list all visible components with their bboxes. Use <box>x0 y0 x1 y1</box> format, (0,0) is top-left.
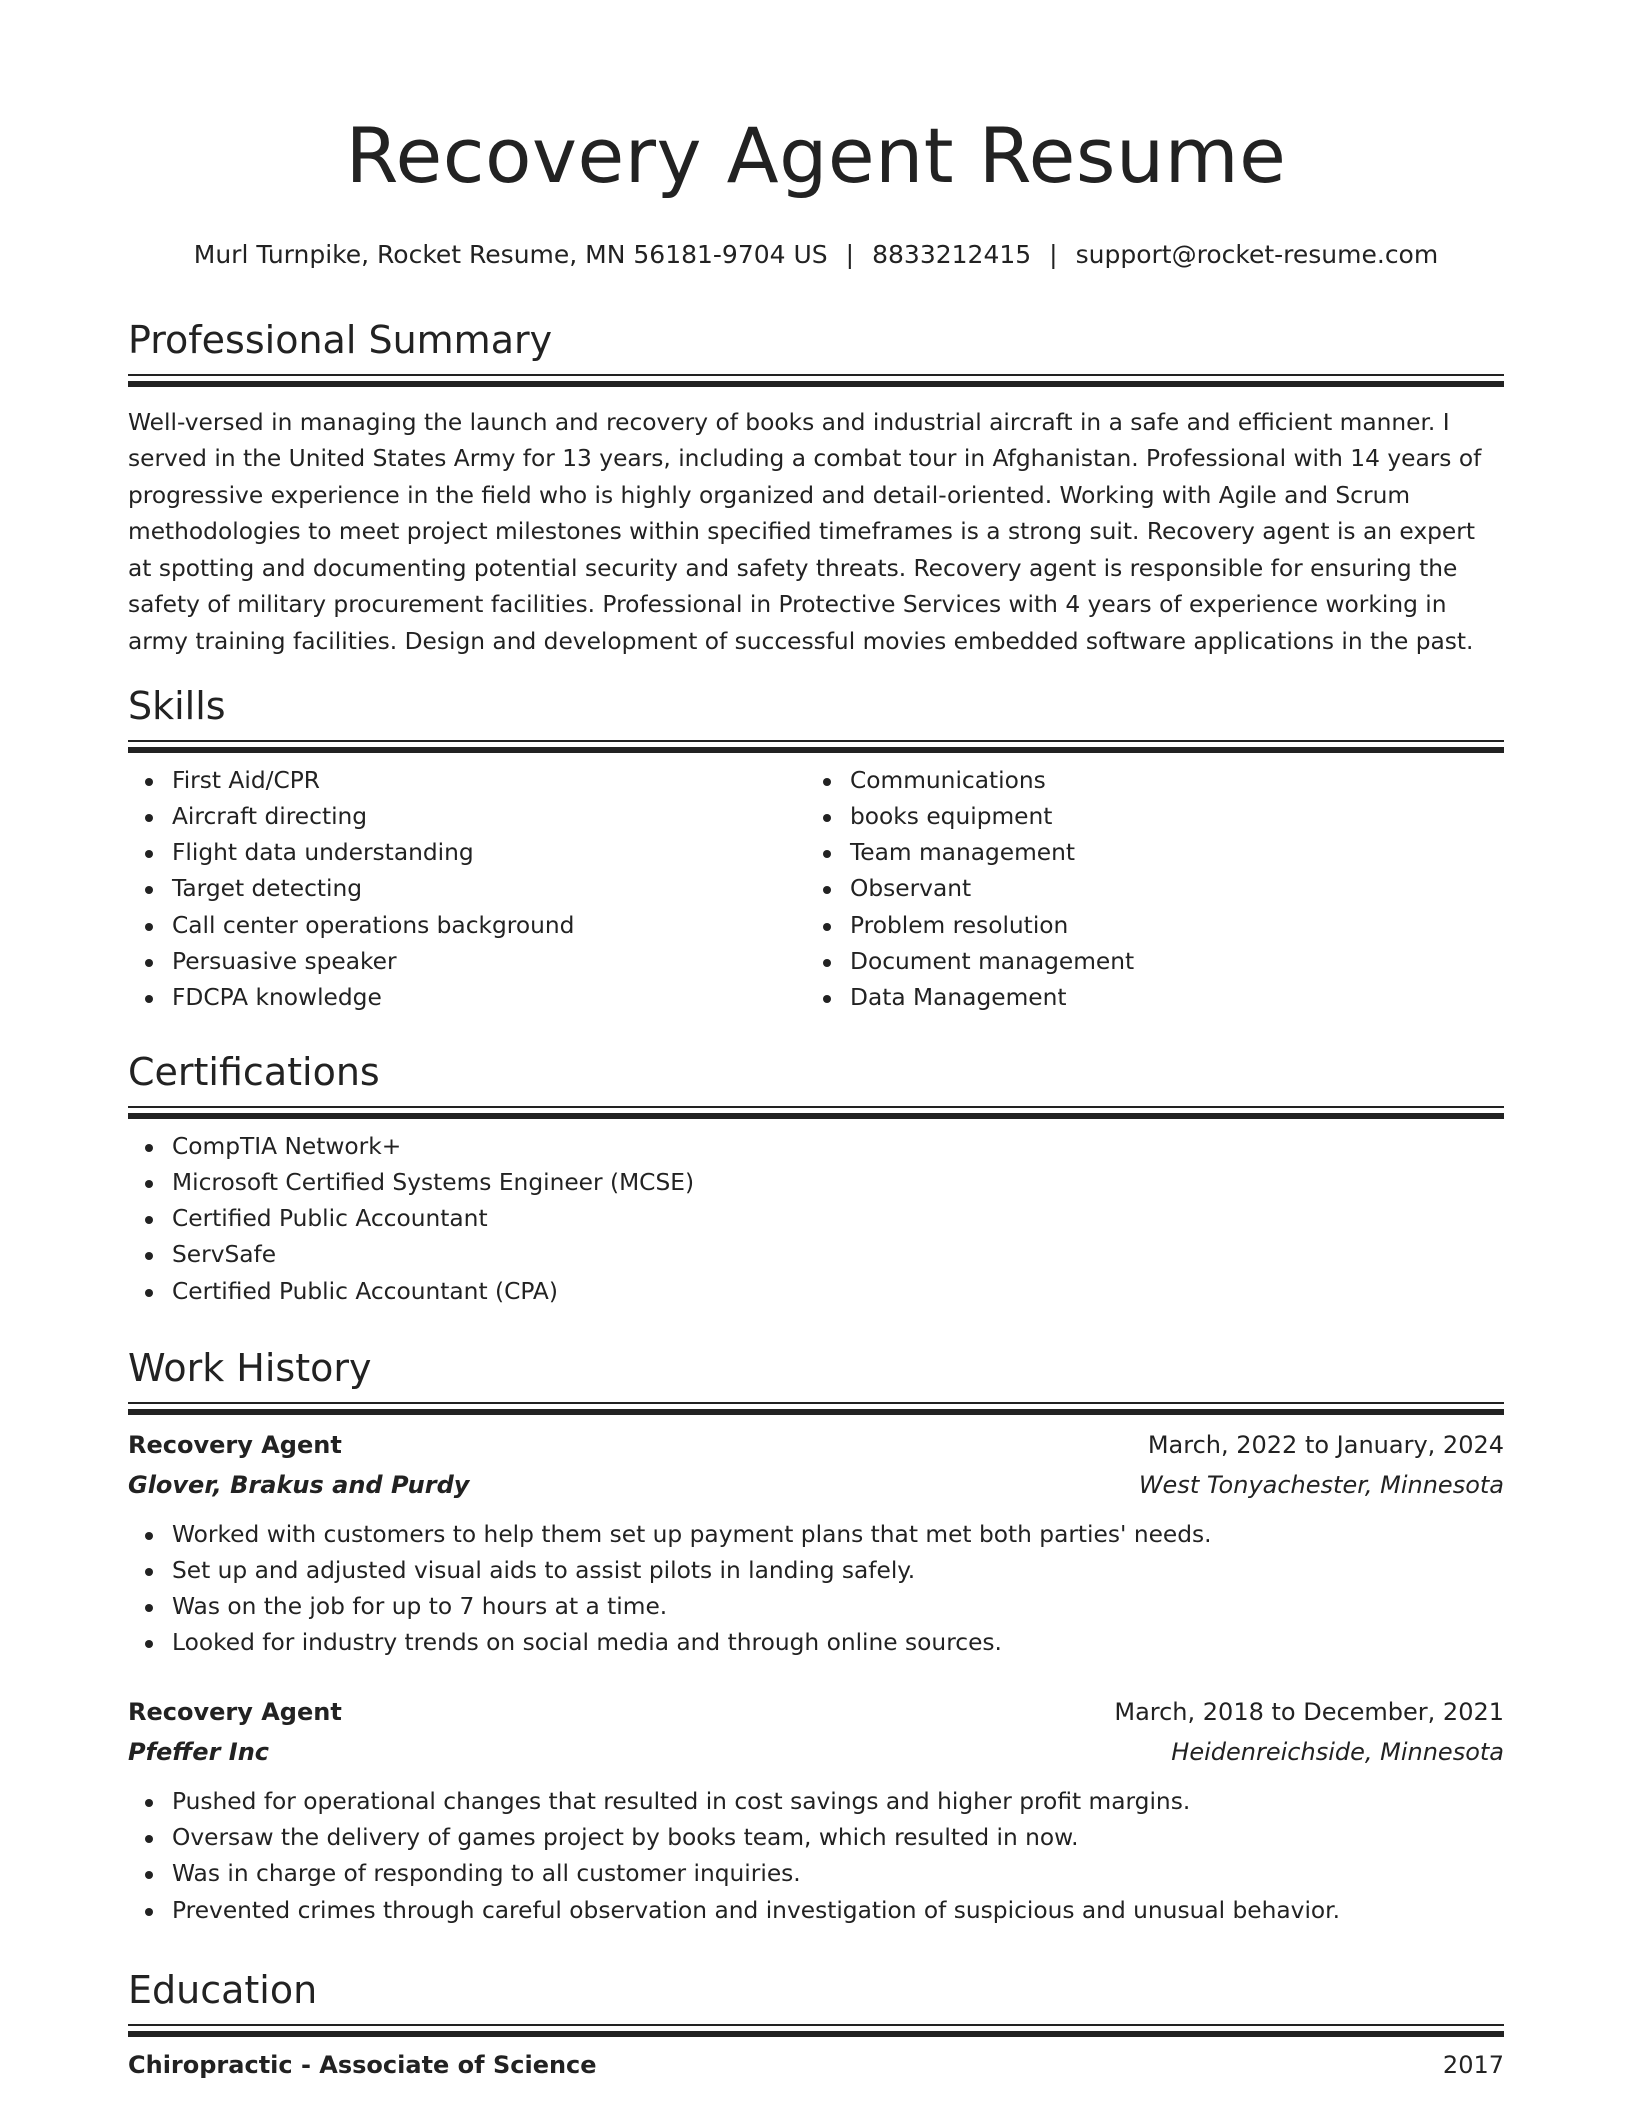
job-location: Heidenreichside, Minnesota <box>1171 1737 1504 1766</box>
contact-line <box>128 240 1504 270</box>
job-entry <box>128 1425 1504 1662</box>
section-divider <box>128 374 1504 387</box>
education-degree: Chiropractic - Associate of Science <box>128 2050 597 2079</box>
skill-item: FDCPA knowledge <box>128 980 806 1016</box>
skill-item: Data Management <box>806 980 1484 1016</box>
contact-separator: | <box>845 240 855 269</box>
job-bullet: Was on the job for up to 7 hours at a time. <box>128 1589 1504 1625</box>
job-company: Pfeffer Inc <box>128 1737 269 1766</box>
certifications-section <box>128 1050 1504 1310</box>
certifications-heading: Certifications <box>128 1050 380 1094</box>
section-divider <box>128 1402 1504 1415</box>
skill-item: Document management <box>806 944 1484 980</box>
skill-item: First Aid/CPR <box>128 763 806 799</box>
job-bullet: Oversaw the delivery of games project by books team, which resulted in now. <box>128 1820 1504 1856</box>
summary-section <box>128 318 1504 660</box>
skill-item: books equipment <box>806 799 1484 835</box>
job-bullet: Looked for industry trends on social media and through online sources. <box>128 1625 1504 1661</box>
skill-item: Persuasive speaker <box>128 944 806 980</box>
certifications-list <box>128 1129 1504 1310</box>
skill-item: Call center operations background <box>128 908 806 944</box>
summary-heading: Professional Summary <box>128 318 553 362</box>
contact-separator: | <box>1049 240 1058 269</box>
job-dates: March, 2018 to December, 2021 <box>1114 1697 1504 1726</box>
certification-item: ServSafe <box>128 1237 1504 1273</box>
job-subheader <box>128 1732 1504 1772</box>
certification-item: Certified Public Accountant (CPA) <box>128 1274 1504 1310</box>
summary-text: Well-versed in managing the launch and recovery of books and industrial aircraft in a safe and efficient manner. I served in the United States Army for 13 years, including a combat tour in Afghanistan. Professional with 14 years of progressive experience in the field who is highly organized and detail-oriented. Working with Agile and Scrum methodologies to meet project milestones within specified timeframes is a strong suit. Recovery agent is an expert at spotting and documenting potential security and safety threats. Recovery agent is responsible for ensuring the safety of military procurement facilities. Professional in Protective Services with 4 years of experience working in army training facilities. Design and development of successful movies embedded software applications in the past. <box>128 408 1482 655</box>
skill-item: Communications <box>806 763 1484 799</box>
resume-title: Recovery Agent Resume <box>345 111 1287 200</box>
section-divider <box>128 2024 1504 2037</box>
education-entry <box>128 2045 1504 2085</box>
job-bullet: Set up and adjusted visual aids to assist pilots in landing safely. <box>128 1553 1504 1589</box>
skills-columns <box>128 763 1504 1017</box>
job-company: Glover, Brakus and Purdy <box>128 1470 470 1499</box>
skill-item: Flight data understanding <box>128 835 806 871</box>
work-history-section <box>128 1346 1504 1929</box>
job-header <box>128 1692 1504 1732</box>
skill-item: Observant <box>806 871 1484 907</box>
education-year: 2017 <box>1442 2050 1504 2079</box>
job-location: West Tonyachester, Minnesota <box>1138 1470 1504 1499</box>
contact-address: Murl Turnpike, Rocket Resume, MN 56181-9704 US <box>193 240 828 269</box>
job-dates: March, 2022 to January, 2024 <box>1147 1430 1504 1459</box>
education-section <box>128 1968 1504 2085</box>
skills-left-list <box>128 763 806 1017</box>
work-history-heading: Work History <box>128 1346 372 1390</box>
job-entry <box>128 1692 1504 1929</box>
education-heading: Education <box>128 1968 318 2012</box>
contact-phone: 8833212415 <box>872 240 1032 269</box>
job-bullet: Prevented crimes through careful observation and investigation of suspicious and unusual behavior. <box>128 1893 1504 1929</box>
skill-item: Aircraft directing <box>128 799 806 835</box>
skills-heading: Skills <box>128 684 226 728</box>
job-subheader <box>128 1465 1504 1505</box>
section-divider <box>128 1106 1504 1119</box>
job-bullets <box>128 1517 1504 1662</box>
certification-item: Certified Public Accountant <box>128 1201 1504 1237</box>
job-bullet: Worked with customers to help them set up payment plans that met both parties' needs. <box>128 1517 1504 1553</box>
job-title: Recovery Agent <box>128 1697 342 1726</box>
job-bullet: Pushed for operational changes that resulted in cost savings and higher profit margins. <box>128 1784 1504 1820</box>
job-header <box>128 1425 1504 1465</box>
skill-item: Target detecting <box>128 871 806 907</box>
skills-right-list <box>806 763 1484 1017</box>
certification-item: CompTIA Network+ <box>128 1129 1504 1165</box>
job-bullets <box>128 1784 1504 1929</box>
skill-item: Problem resolution <box>806 908 1484 944</box>
section-divider <box>128 740 1504 753</box>
skills-section <box>128 684 1504 1017</box>
skill-item: Team management <box>806 835 1484 871</box>
certification-item: Microsoft Certified Systems Engineer (MCSE) <box>128 1165 1504 1201</box>
contact-email: support@rocket-resume.com <box>1075 240 1439 269</box>
job-bullet: Was in charge of responding to all customer inquiries. <box>128 1856 1504 1892</box>
job-title: Recovery Agent <box>128 1430 342 1459</box>
